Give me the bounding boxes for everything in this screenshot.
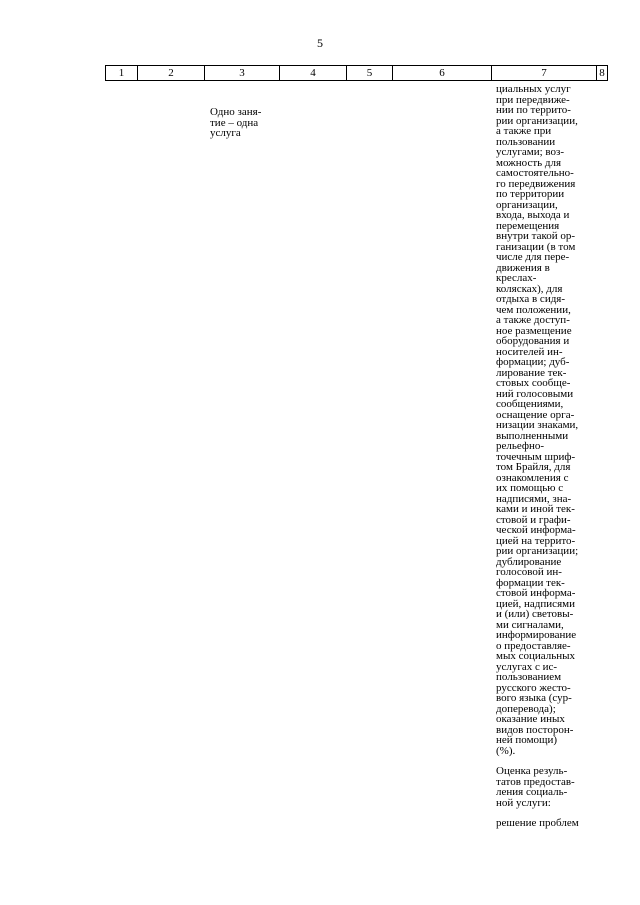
header-col-5: 5 <box>347 66 393 81</box>
table-header <box>105 65 608 81</box>
header-col-6: 6 <box>393 66 492 81</box>
page-number: 5 <box>317 36 323 50</box>
header-col-1: 1 <box>106 66 138 81</box>
header-col-7: 7 <box>492 66 597 81</box>
header-row <box>106 66 608 81</box>
header-col-2: 2 <box>138 66 205 81</box>
col7-paragraph-3: решение проблем <box>496 817 579 829</box>
header-col-8: 8 <box>597 66 608 81</box>
col7-cell-text <box>496 84 594 839</box>
col7-paragraph-1: циальных услуг при передвиже- нии по террито- рии организации, а также при пользовании услугами; воз- можность для самостоятельно- го передвижения по территории организации, входа, выхода и перемещения внутри такой ор- ганизации (в том числе для пере- движения в креслах- колясках), для отдыха в сидя- чем положении, а также доступ- ное размещение оборудования и носителей ин- формации; дуб- лирование тек- стовых сообще- ний голосовыми сообщениями, оснащение орга- низации знаками, выполненными рельефно- точечным шриф- том Брайля, для ознакомления с их помощью с надписями, зна- ками и иной тек- стовой и графи- ческой информа- цией на террито- рии организации; дублирование голосовой ин- формации тек- стовой информа- цией, надписями и (или) световы- ми сигналами, информирование о предоставляе- мых социальных услугах с ис- пользованием русского жесто- вого языка (сур- доперевода); оказание иных видов посторон- ней помощи) (%). <box>496 83 579 757</box>
col7-paragraph-2: Оценка резуль- татов предостав- ления социаль- ной услуги: <box>496 765 575 809</box>
header-col-4: 4 <box>280 66 347 81</box>
col3-cell-text: Одно заня- тие – одна услуга <box>210 106 262 139</box>
header-col-3: 3 <box>205 66 280 81</box>
